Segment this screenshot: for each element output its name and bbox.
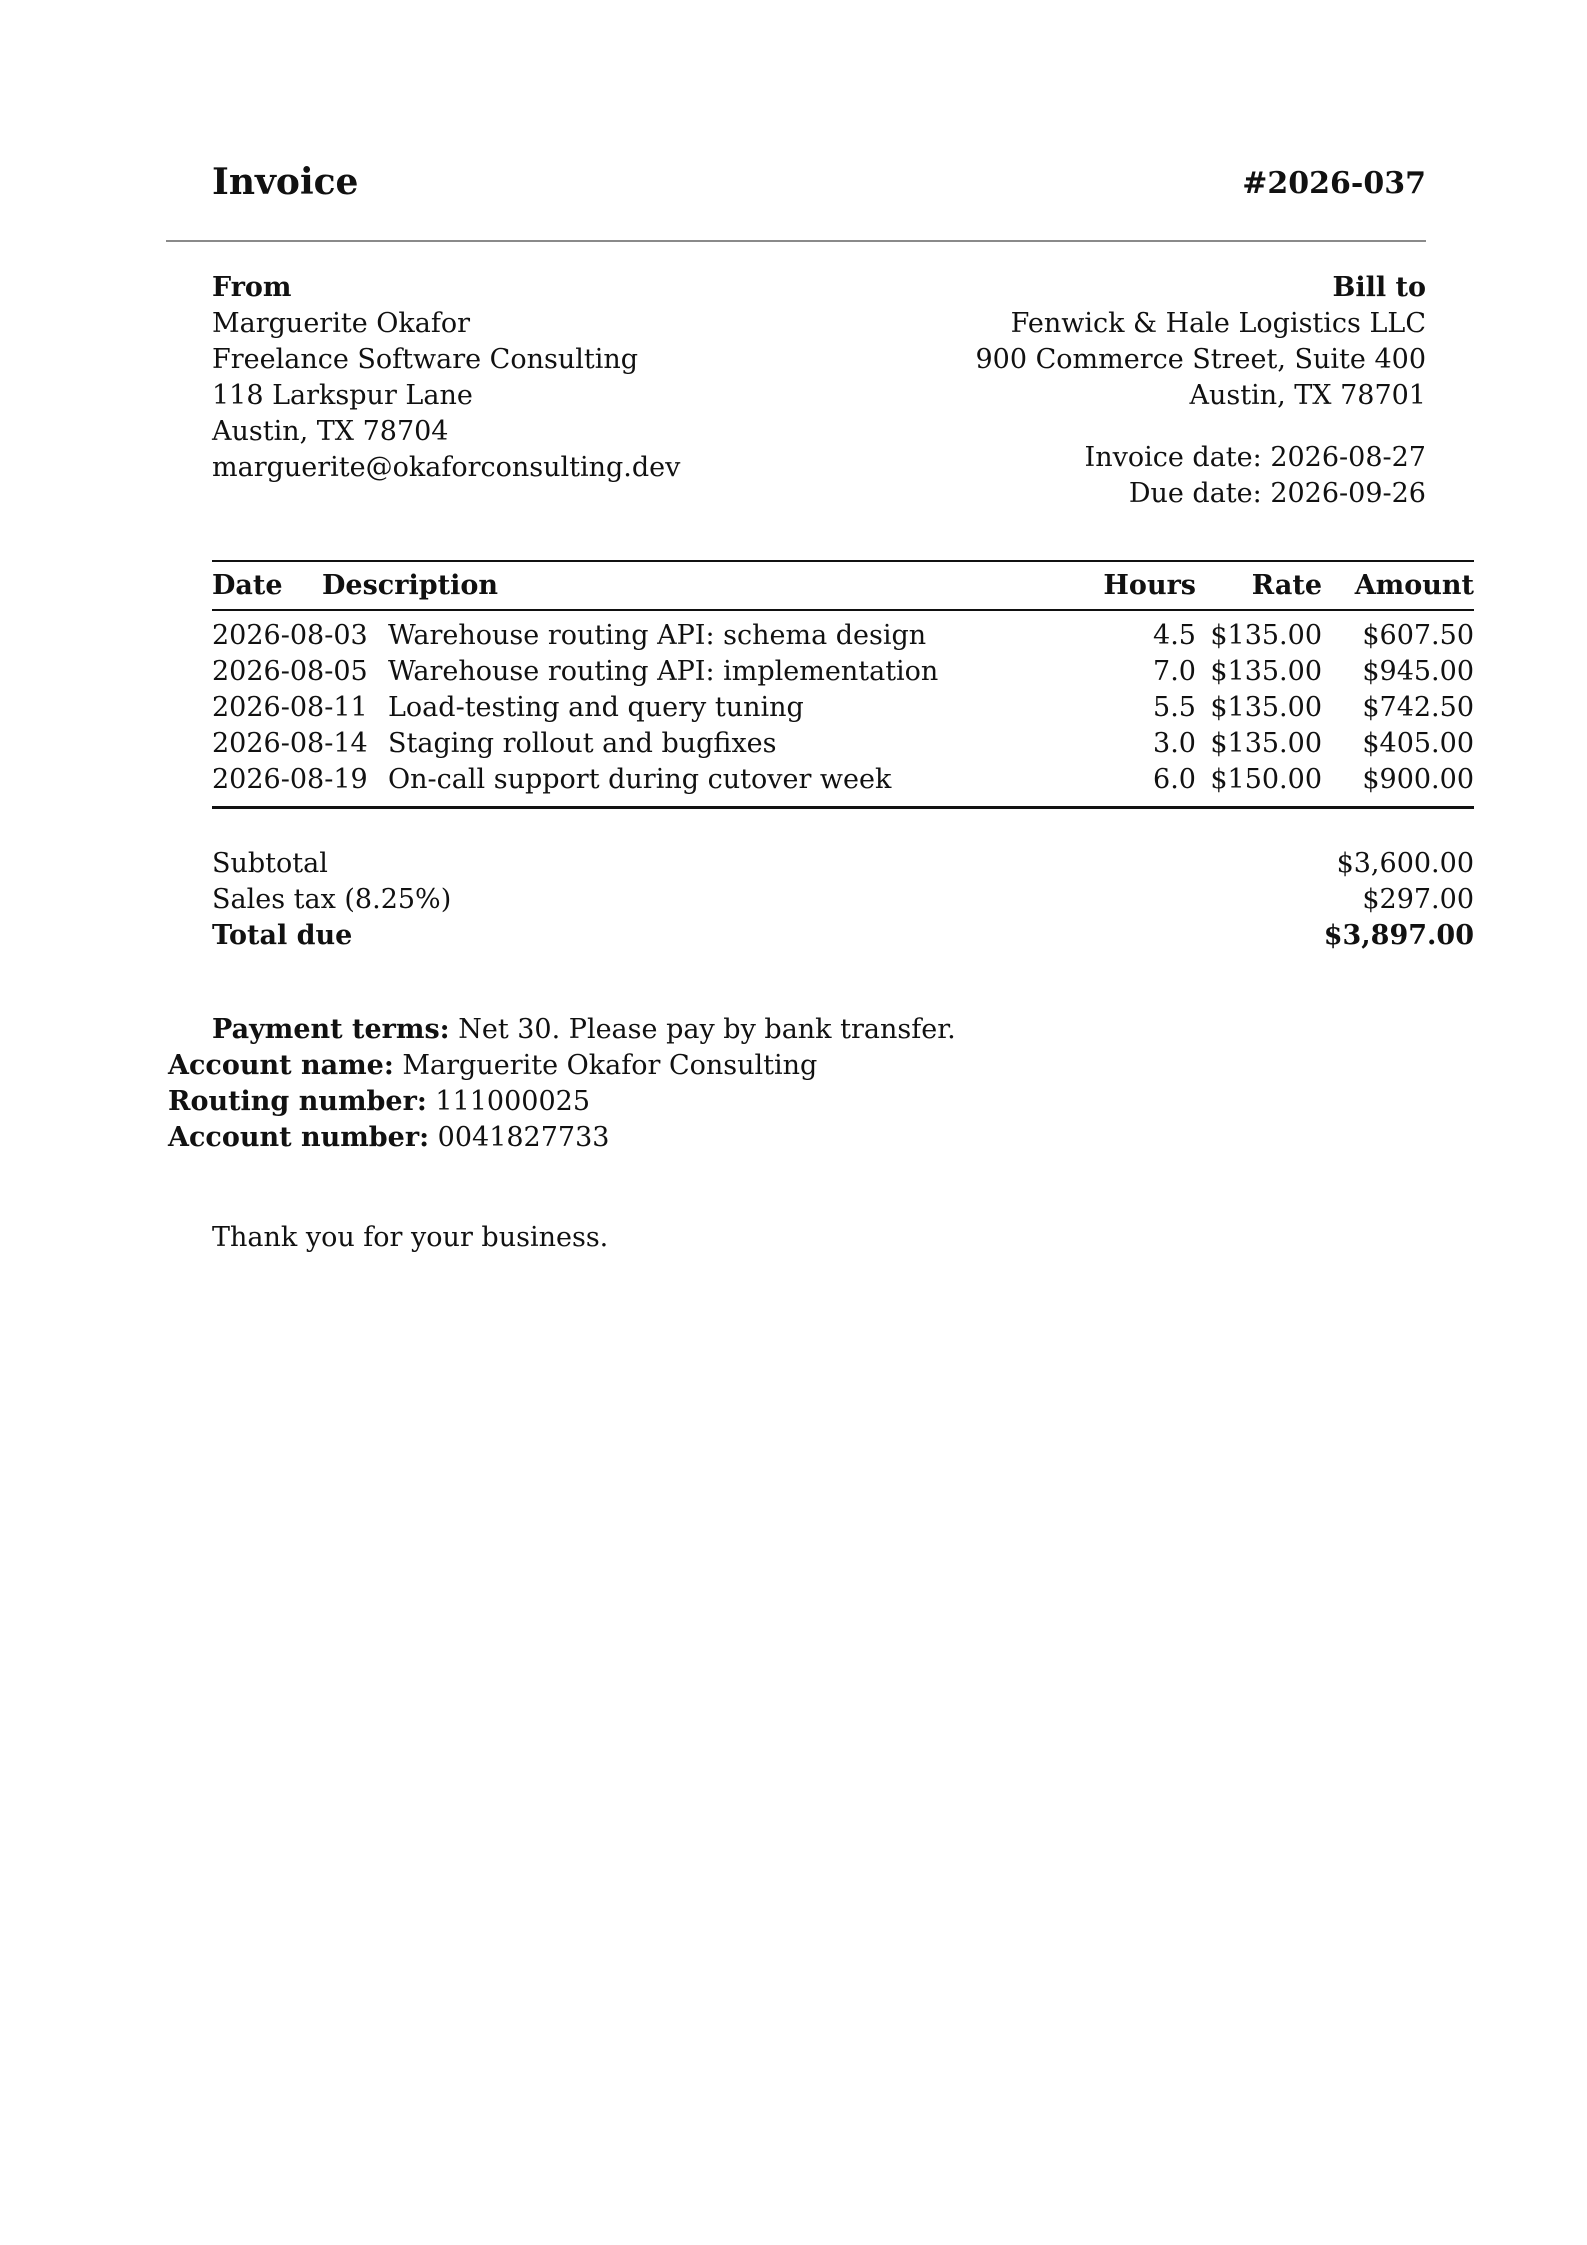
row-hours: 7.0 <box>1153 656 1196 687</box>
account-number <box>168 1120 956 1156</box>
bill-to-street: 900 Commerce Street, Suite 400 <box>975 344 1426 375</box>
payment-terms-label: Payment terms: <box>212 1014 450 1045</box>
row-amount: $900.00 <box>1362 764 1474 795</box>
due-date: Due date: 2026-09-26 <box>1128 478 1426 509</box>
table-row <box>212 762 1474 798</box>
tax-row <box>212 882 1474 918</box>
table-bottom-rule <box>212 806 1474 809</box>
routing-number-value: 111000025 <box>435 1086 590 1117</box>
invoice-title: Invoice <box>212 161 359 203</box>
row-rate: $135.00 <box>1210 620 1322 651</box>
payment-block <box>168 1012 956 1156</box>
bill-to-block <box>976 270 1427 414</box>
bill-to-city: Austin, TX 78701 <box>1189 380 1426 411</box>
from-block <box>212 270 680 486</box>
row-description: Staging rollout and bugfixes <box>388 728 777 759</box>
row-description: Warehouse routing API: implementation <box>388 656 939 687</box>
total-due-value: $3,897.00 <box>1323 920 1474 951</box>
subtotal-row <box>212 846 1474 882</box>
from-business: Freelance Software Consulting <box>212 344 639 375</box>
invoice-number: #2026-037 <box>1242 166 1426 201</box>
column-header-amount: Amount <box>1354 570 1474 601</box>
column-header-hours: Hours <box>1103 570 1196 601</box>
tax-value: $297.00 <box>1362 884 1474 915</box>
row-date: 2026-08-14 <box>212 728 368 759</box>
table-header <box>212 562 1474 609</box>
table-row <box>212 618 1474 654</box>
subtotal-label: Subtotal <box>212 848 328 879</box>
from-heading: From <box>212 272 292 303</box>
row-rate: $135.00 <box>1210 728 1322 759</box>
row-amount: $607.50 <box>1362 620 1474 651</box>
invoice-date: Invoice date: 2026-08-27 <box>1084 442 1426 473</box>
line-items-table <box>212 560 1474 809</box>
thank-you-note: Thank you for your business. <box>212 1222 609 1253</box>
account-number-label: Account number: <box>168 1122 430 1153</box>
from-email: marguerite@okaforconsulting.dev <box>212 452 681 483</box>
row-hours: 6.0 <box>1153 764 1196 795</box>
column-header-rate: Rate <box>1251 570 1322 601</box>
invoice-dates <box>1085 440 1426 512</box>
row-rate: $150.00 <box>1210 764 1322 795</box>
row-description: On-call support during cutover week <box>388 764 892 795</box>
total-due-row <box>212 918 1474 954</box>
account-name-label: Account name: <box>168 1050 394 1081</box>
column-header-date: Date <box>212 570 283 601</box>
routing-number <box>168 1084 956 1120</box>
bill-to-name: Fenwick & Hale Logistics LLC <box>1010 308 1426 339</box>
table-row <box>212 726 1474 762</box>
row-description: Warehouse routing API: schema design <box>388 620 927 651</box>
row-date: 2026-08-11 <box>212 692 368 723</box>
tax-label: Sales tax (8.25%) <box>212 884 452 915</box>
subtotal-value: $3,600.00 <box>1336 848 1474 879</box>
total-due-label: Total due <box>212 920 353 951</box>
column-header-description: Description <box>322 570 498 601</box>
row-date: 2026-08-19 <box>212 764 368 795</box>
account-number-value: 0041827733 <box>437 1122 610 1153</box>
row-rate: $135.00 <box>1210 656 1322 687</box>
row-date: 2026-08-03 <box>212 620 368 651</box>
payment-terms <box>168 1012 956 1048</box>
from-name: Marguerite Okafor <box>212 308 471 339</box>
routing-number-label: Routing number: <box>168 1086 427 1117</box>
from-street: 118 Larkspur Lane <box>212 380 473 411</box>
from-city: Austin, TX 78704 <box>212 416 449 447</box>
row-description: Load-testing and query tuning <box>388 692 804 723</box>
row-hours: 4.5 <box>1153 620 1196 651</box>
bill-to-heading: Bill to <box>1332 272 1426 303</box>
totals-block <box>212 846 1474 954</box>
row-amount: $742.50 <box>1362 692 1474 723</box>
table-row <box>212 654 1474 690</box>
row-hours: 5.5 <box>1153 692 1196 723</box>
account-name-value: Marguerite Okafor Consulting <box>402 1050 818 1081</box>
table-body <box>212 611 1474 806</box>
row-rate: $135.00 <box>1210 692 1322 723</box>
row-amount: $945.00 <box>1362 656 1474 687</box>
header-divider <box>166 240 1426 242</box>
row-hours: 3.0 <box>1153 728 1196 759</box>
row-date: 2026-08-05 <box>212 656 368 687</box>
table-row <box>212 690 1474 726</box>
row-amount: $405.00 <box>1362 728 1474 759</box>
payment-terms-value: Net 30. Please pay by bank transfer. <box>458 1014 956 1045</box>
account-name <box>168 1048 956 1084</box>
